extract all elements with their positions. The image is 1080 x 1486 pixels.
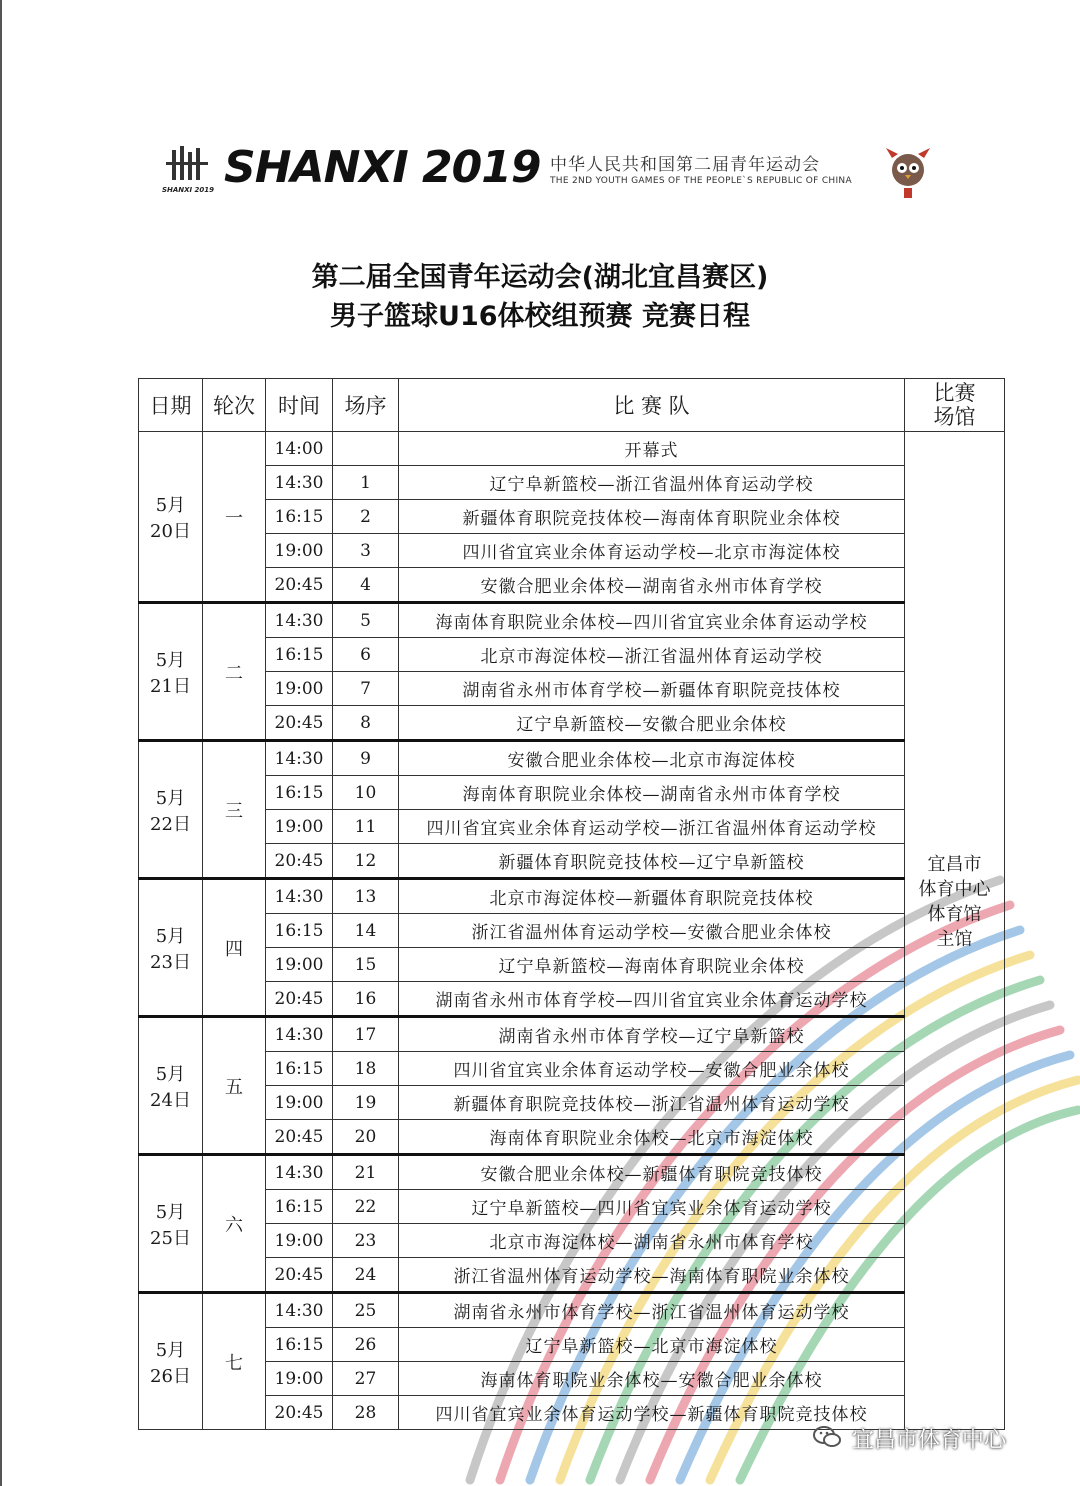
seq-cell: 18	[333, 1052, 399, 1086]
teams-cell: 四川省宜宾业余体育运动学校—浙江省温州体育运动学校	[399, 810, 905, 844]
seq-cell: 2	[333, 500, 399, 534]
seq-cell: 23	[333, 1224, 399, 1258]
seq-cell: 22	[333, 1190, 399, 1224]
seq-cell: 24	[333, 1258, 399, 1293]
date-cell	[139, 1293, 203, 1430]
teams-cell: 辽宁阜新篮校—北京市海淀体校	[399, 1328, 905, 1362]
emblem-caption: SHANXI 2019	[161, 186, 215, 194]
seq-cell: 12	[333, 844, 399, 879]
seq-cell: 21	[333, 1155, 399, 1190]
col-header-venue-line1: 比赛	[933, 381, 976, 405]
teams-cell: 辽宁阜新篮校—四川省宜宾业余体育运动学校	[399, 1190, 905, 1224]
time-cell: 19:00	[266, 1224, 333, 1258]
time-cell: 19:00	[266, 672, 333, 706]
time-cell: 20:45	[266, 982, 333, 1017]
table-row	[139, 1293, 1005, 1328]
time-cell: 16:15	[266, 1190, 333, 1224]
time-cell: 20:45	[266, 1396, 333, 1430]
time-cell: 14:30	[266, 1155, 333, 1190]
date-month: 5月	[155, 494, 186, 516]
date-cell	[139, 1017, 203, 1155]
time-cell: 14:30	[266, 741, 333, 776]
date-month: 5月	[155, 649, 186, 671]
teams-cell: 湖南省永州市体育学校—四川省宜宾业余体育运动学校	[399, 982, 905, 1017]
teams-cell: 安徽合肥业余体校—北京市海淀体校	[399, 741, 905, 776]
round-cell: 五	[203, 1017, 266, 1155]
shanxi-2019-logo: SHANXI 2019	[224, 142, 541, 193]
time-cell: 16:15	[266, 914, 333, 948]
wechat-icon	[812, 1425, 842, 1449]
venue-line: 体育中心	[918, 879, 991, 900]
teams-cell: 海南体育职院业余体校—四川省宜宾业余体育运动学校	[399, 603, 905, 638]
teams-cell: 四川省宜宾业余体育运动学校—安徽合肥业余体校	[399, 1052, 905, 1086]
seq-cell: 5	[333, 603, 399, 638]
date-day: 25日	[150, 1227, 191, 1249]
teams-cell: 浙江省温州体育运动学校—安徽合肥业余体校	[399, 914, 905, 948]
teams-cell: 浙江省温州体育运动学校—海南体育职院业余体校	[399, 1258, 905, 1293]
seq-cell: 28	[333, 1396, 399, 1430]
table-row	[139, 466, 1005, 500]
col-header-round: 轮次	[203, 379, 266, 432]
time-cell: 20:45	[266, 1258, 333, 1293]
venue-line: 主馆	[936, 929, 973, 950]
teams-cell: 新疆体育职院竞技体校—海南体育职院业余体校	[399, 500, 905, 534]
time-cell: 14:30	[266, 1293, 333, 1328]
date-cell	[139, 741, 203, 879]
games-header	[158, 140, 948, 206]
table-row	[139, 1190, 1005, 1224]
venue-line: 宜昌市	[927, 854, 982, 875]
col-header-time: 时间	[266, 379, 333, 432]
table-row	[139, 672, 1005, 706]
time-cell: 14:30	[266, 603, 333, 638]
teams-cell: 辽宁阜新篮校—安徽合肥业余体校	[399, 706, 905, 741]
date-day: 22日	[150, 813, 191, 835]
date-day: 20日	[150, 520, 191, 542]
date-day: 24日	[150, 1089, 191, 1111]
teams-cell: 新疆体育职院竞技体校—浙江省温州体育运动学校	[399, 1086, 905, 1120]
table-row	[139, 1017, 1005, 1052]
seq-cell	[333, 432, 399, 466]
time-cell: 20:45	[266, 706, 333, 741]
time-cell: 16:15	[266, 1052, 333, 1086]
table-row	[139, 810, 1005, 844]
seq-cell: 15	[333, 948, 399, 982]
teams-cell: 海南体育职院业余体校—北京市海淀体校	[399, 1120, 905, 1155]
table-row	[139, 603, 1005, 638]
col-header-date: 日期	[139, 379, 203, 432]
date-day: 21日	[150, 675, 191, 697]
col-header-venue	[905, 379, 1005, 432]
teams-cell: 湖南省永州市体育学校—新疆体育职院竞技体校	[399, 672, 905, 706]
teams-cell: 四川省宜宾业余体育运动学校—新疆体育职院竞技体校	[399, 1396, 905, 1430]
teams-cell: 海南体育职院业余体校—安徽合肥业余体校	[399, 1362, 905, 1396]
seq-cell: 20	[333, 1120, 399, 1155]
table-row	[139, 706, 1005, 741]
seq-cell: 6	[333, 638, 399, 672]
teams-cell: 湖南省永州市体育学校—浙江省温州体育运动学校	[399, 1293, 905, 1328]
seq-cell: 4	[333, 568, 399, 603]
table-row	[139, 1052, 1005, 1086]
seq-cell: 8	[333, 706, 399, 741]
time-cell: 16:15	[266, 638, 333, 672]
date-day: 26日	[150, 1365, 191, 1387]
round-cell: 六	[203, 1155, 266, 1293]
teams-cell: 辽宁阜新篮校—海南体育职院业余体校	[399, 948, 905, 982]
seq-cell: 7	[333, 672, 399, 706]
time-cell: 19:00	[266, 1086, 333, 1120]
round-cell: 三	[203, 741, 266, 879]
date-month: 5月	[155, 925, 186, 947]
date-month: 5月	[155, 787, 186, 809]
watermark-text: 宜昌市体育中心	[852, 1428, 1007, 1453]
round-cell: 一	[203, 432, 266, 603]
teams-cell: 北京市海淀体校—新疆体育职院竞技体校	[399, 879, 905, 914]
page-title-line2: 男子篮球U16体校组预赛 竞赛日程	[330, 301, 750, 332]
date-month: 5月	[155, 1201, 186, 1223]
seq-cell: 3	[333, 534, 399, 568]
table-row	[139, 844, 1005, 879]
seq-cell: 1	[333, 466, 399, 500]
table-row	[139, 1258, 1005, 1293]
table-row	[139, 500, 1005, 534]
table-row	[139, 1362, 1005, 1396]
teams-cell: 开幕式	[399, 432, 905, 466]
teams-cell: 湖南省永州市体育学校—辽宁阜新篮校	[399, 1017, 905, 1052]
time-cell: 14:30	[266, 1017, 333, 1052]
teams-cell: 北京市海淀体校—浙江省温州体育运动学校	[399, 638, 905, 672]
table-row	[139, 1224, 1005, 1258]
teams-cell: 安徽合肥业余体校—湖南省永州市体育学校	[399, 568, 905, 603]
seq-cell: 19	[333, 1086, 399, 1120]
date-month: 5月	[155, 1339, 186, 1361]
time-cell: 19:00	[266, 1362, 333, 1396]
teams-cell: 新疆体育职院竞技体校—辽宁阜新篮校	[399, 844, 905, 879]
date-cell	[139, 879, 203, 1017]
round-cell: 二	[203, 603, 266, 741]
time-cell: 16:15	[266, 500, 333, 534]
table-row	[139, 1328, 1005, 1362]
seq-cell: 26	[333, 1328, 399, 1362]
table-header-row	[139, 379, 1005, 432]
time-cell: 14:30	[266, 879, 333, 914]
table-row	[139, 638, 1005, 672]
table-row	[139, 914, 1005, 948]
schedule-body	[139, 432, 1005, 1430]
time-cell: 14:00	[266, 432, 333, 466]
page-left-edge	[0, 0, 2, 1486]
teams-cell: 海南体育职院业余体校—湖南省永州市体育学校	[399, 776, 905, 810]
time-cell: 16:15	[266, 776, 333, 810]
table-row	[139, 1155, 1005, 1190]
venue-line: 体育馆	[927, 904, 982, 925]
table-row	[139, 432, 1005, 466]
time-cell: 19:00	[266, 948, 333, 982]
teams-cell: 四川省宜宾业余体育运动学校—北京市海淀体校	[399, 534, 905, 568]
round-cell: 七	[203, 1293, 266, 1430]
table-row	[139, 879, 1005, 914]
table-row	[139, 568, 1005, 603]
date-month: 5月	[155, 1063, 186, 1085]
table-row	[139, 1086, 1005, 1120]
teams-cell: 辽宁阜新篮校—浙江省温州体育运动学校	[399, 466, 905, 500]
table-row	[139, 776, 1005, 810]
col-header-teams: 比 赛 队	[399, 379, 905, 432]
time-cell: 14:30	[266, 466, 333, 500]
time-cell: 16:15	[266, 1328, 333, 1362]
seq-cell: 27	[333, 1362, 399, 1396]
date-cell	[139, 1155, 203, 1293]
table-row	[139, 534, 1005, 568]
table-row	[139, 741, 1005, 776]
col-header-seq: 场序	[333, 379, 399, 432]
table-row	[139, 982, 1005, 1017]
seq-cell: 9	[333, 741, 399, 776]
page-title-line1: 第二届全国青年运动会(湖北宜昌赛区)	[311, 262, 769, 293]
date-cell	[139, 603, 203, 741]
time-cell: 20:45	[266, 568, 333, 603]
seq-cell: 11	[333, 810, 399, 844]
col-header-venue-line2: 场馆	[933, 405, 976, 429]
time-cell: 20:45	[266, 1120, 333, 1155]
table-row	[139, 948, 1005, 982]
time-cell: 20:45	[266, 844, 333, 879]
time-cell: 19:00	[266, 534, 333, 568]
mascot-icon	[878, 144, 938, 202]
seq-cell: 13	[333, 879, 399, 914]
date-day: 23日	[150, 951, 191, 973]
seq-cell: 10	[333, 776, 399, 810]
teams-cell: 安徽合肥业余体校—新疆体育职院竞技体校	[399, 1155, 905, 1190]
games-name-en: THE 2ND YOUTH GAMES OF THE PEOPLE`S REPUBLIC OF CHINA	[550, 176, 852, 186]
round-cell: 四	[203, 879, 266, 1017]
table-row	[139, 1120, 1005, 1155]
time-cell: 19:00	[266, 810, 333, 844]
seq-cell: 16	[333, 982, 399, 1017]
teams-cell: 北京市海淀体校—湖南省永州市体育学校	[399, 1224, 905, 1258]
seq-cell: 25	[333, 1293, 399, 1328]
seq-cell: 14	[333, 914, 399, 948]
date-cell	[139, 432, 203, 603]
schedule-table	[138, 378, 1005, 1430]
seq-cell: 17	[333, 1017, 399, 1052]
games-name-cn: 中华人民共和国第二届青年运动会	[550, 155, 820, 175]
venue-cell	[905, 432, 1005, 1430]
